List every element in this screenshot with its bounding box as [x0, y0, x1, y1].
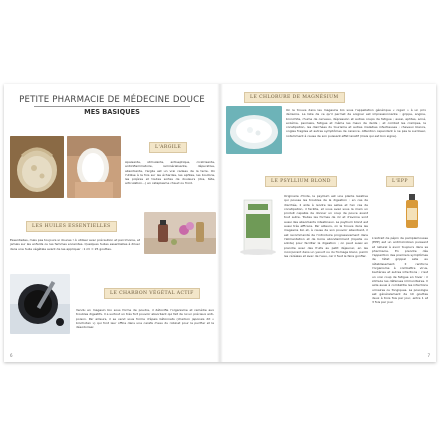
section-label-magnesium: LE CHLORURE DE MAGNÉSIUM: [244, 92, 345, 103]
section-text-psyllium: Originaire d'Inde, le psyllium est une plante laxative qui pousse les troubles de la digestion : en cas de diarrhée, il aide à rendre les selles et l'en cas de constipation, il facilite, et vous avez sous la main un produit capable de donner un coup de pouce avant tout autre. Toutes les formes de riz et d'avoine sont aussi des absorbants intestinaux. Le psyllium blond est aussi très efficace. Par ailleurs, on le trouve dans les magasins bio et, à cause de son pouvoir absorbant, il est recommandé de l'introduire progressivement dans l'alimentation et de boire abondamment (liquide ou solide) pour faciliter la digestion ; on peut aussi en prendre avec des fruits au petit déjeuner, en les incorporant dans un yaourt ou du fromage blanc, parmi les céréales et avec de l'eau, car il faut le faire gonfler.: [284, 194, 368, 259]
page-number-right: 7: [427, 353, 430, 358]
section-text-magnesium: On le trouve dans les magasins bio sous l'appellation générique « nigari » à un prix dérisoire. La liste de ce qu'il permet de soigner est impressionnante : grippe, angine, bronchite, rhume de cerveau, dépression et autres coups de fatigue ; aussi, aphtes, acné, eczéma, psoriasis, fatigue et même les maux de dents ; et combat les crampes, la constipation, les diarrhées du tourisme et autres maladies infectieuses ; cheveux blancs, ongles fragiles et autres symptômes de carence. Attention cependant à ne pas le surdoser, notamment à cause de son puissant effet laxatif (mais qui est bon signe).: [286, 108, 426, 138]
psyllium-box-photo: [236, 196, 280, 256]
section-label-epp: L'EPP: [386, 176, 414, 187]
essential-oil-photo: [144, 212, 216, 254]
epp-bottle-photo: [400, 192, 424, 232]
clay-hand-photo: [67, 136, 121, 198]
section-text-charbon: Vendu en magasin bio sous forme de poudre, il détoxifie l'organisme et remédie aux troubles digestifs. Il a surtout un très fort pouvoir absorbant qui fait de lui un précieux anti-poison. Par ailleurs, il se vend sous forme d'épais bâtonnets (charbon japonais dit « binchotan ») qui font leur office dans une carafe d'eau du robinet pour la purifier et la désodoriser.: [76, 308, 214, 330]
page-subtitle: MES BASIQUES: [84, 108, 140, 116]
section-label-charbon: LE CHARBON VÉGÉTAL ACTIF: [104, 288, 200, 299]
section-label-argile: L'ARGILE: [149, 142, 187, 153]
right-page: [220, 84, 436, 362]
page-title: PETITE PHARMACIE DE MÉDECINE DOUCE: [19, 95, 205, 105]
magnesium-bowl-photo: [226, 106, 282, 154]
section-text-epp: L'extrait de pépin de pamplemousse (EPP) est un antimicrobien puissant et naturel à avoir toujours dans sa pharmacie. En prendre dès l'apparition des premiers symptômes de l'état grippal aide au rétablissement. Il renforce l'organisme à combattre virus, bactéries et autres infections ; c'est un vrai coup de fatigue en hiver : il stimule les défenses immunitaires. Il aide aussi à combattre les infections urinaires ou fongiques. La posologie est généralement de 10 gouttes deux à trois fois par jour, entre 1 et 3 fois par jour.: [372, 236, 428, 305]
left-page: [4, 84, 220, 362]
book-spread: [4, 84, 436, 362]
title-divider: [34, 106, 190, 107]
section-text-huiles: Essentielles, mais pas toujours si douces ! À utiliser avec précaution et parcimonie, et jamais sur les enfants ou les femmes enceintes. Quelques huiles essentielles à diluer dans une huile végétale avant de les appliquer : 1 ml = 25 gouttes.: [10, 238, 140, 251]
section-text-argile: Apaisante, stimulante, antiseptique, cicatrisante, antiinflammatoire, reminéralisante, dépurative, absorbante, l'argile est un vrai cadeau de la terre. On l'utilise à la fois sur les échardes, les aphtes, les boutons, les piqûres et toutes sortes de douleurs (dos, tête, articulation…) en cataplasme chaud ou froid.: [125, 160, 215, 186]
clay-bag-photo: [10, 136, 64, 198]
charcoal-photo: [10, 274, 70, 334]
section-label-huiles: LES HUILES ESSENTIELLES: [26, 221, 117, 232]
section-label-psyllium: LE PSYLLIUM BLOND: [265, 176, 337, 187]
page-number-left: 6: [10, 353, 13, 358]
